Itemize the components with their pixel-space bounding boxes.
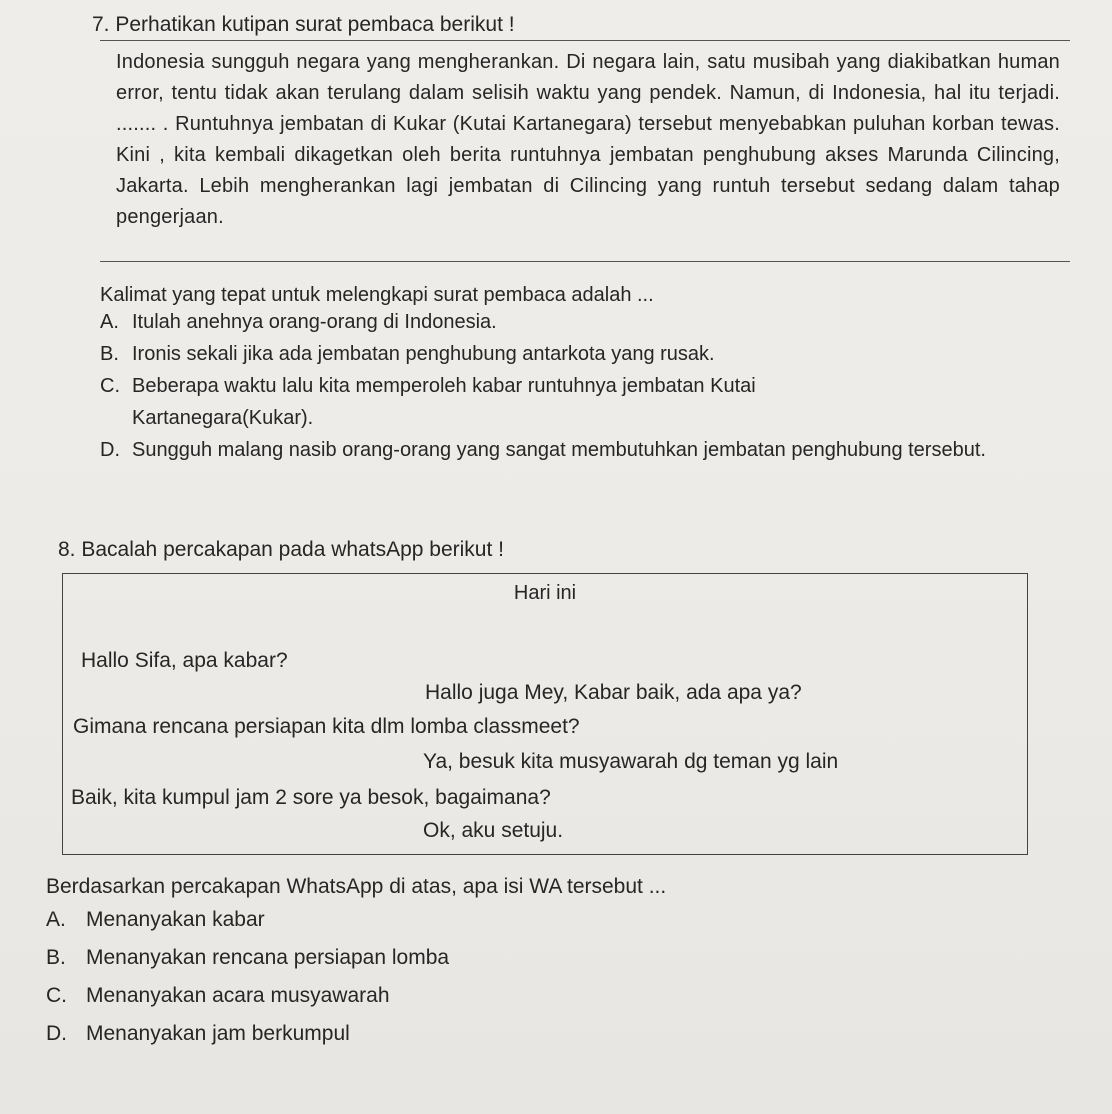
- question-7-option-b[interactable]: [100, 338, 1090, 370]
- option-text: Sungguh malang nasib orang-orang yang sangat membutuhkan jembatan penghubung tersebut.: [132, 439, 986, 461]
- whatsapp-chat-box: [62, 573, 1028, 855]
- option-text: Menanyakan jam berkumpul: [86, 1022, 350, 1045]
- chat-message-right: Hallo juga Mey, Kabar baik, ada apa ya?: [425, 681, 802, 704]
- option-letter: B.: [100, 343, 119, 365]
- reader-letter-excerpt-box: [100, 40, 1070, 262]
- question-7-option-a[interactable]: [100, 306, 1090, 338]
- question-8-option-a[interactable]: [46, 901, 746, 939]
- question-8-option-c[interactable]: [46, 977, 746, 1015]
- option-letter: C.: [100, 375, 120, 397]
- question-8-options: [46, 901, 746, 1053]
- option-text: Menanyakan rencana persiapan lomba: [86, 946, 450, 969]
- question-8-prompt: Berdasarkan percakapan WhatsApp di atas, apa isi WA tersebut ...: [46, 875, 667, 898]
- question-8-option-b[interactable]: [46, 939, 746, 977]
- question-8-option-d[interactable]: [46, 1015, 746, 1053]
- chat-message-left: Gimana rencana persiapan kita dlm lomba classmeet?: [73, 715, 580, 738]
- question-7-prompt: Kalimat yang tepat untuk melengkapi surat pembaca adalah ...: [100, 284, 654, 306]
- option-text: Ironis sekali jika ada jembatan penghubung antarkota yang rusak.: [132, 343, 715, 365]
- option-letter: A.: [46, 908, 66, 931]
- chat-message-right: Ya, besuk kita musyawarah dg teman yg lain: [423, 750, 839, 773]
- option-text: Menanyakan acara musyawarah: [86, 984, 390, 1007]
- option-text: Beberapa waktu lalu kita memperoleh kabar runtuhnya jembatan Kutai Kartanegara(Kukar).: [132, 375, 756, 429]
- option-text: Itulah anehnya orang-orang di Indonesia.: [132, 311, 497, 333]
- option-letter: A.: [100, 311, 119, 333]
- question-7-option-c[interactable]: [100, 370, 892, 434]
- question-8-title: 8. Bacalah percakapan pada whatsApp berikut !: [58, 538, 504, 561]
- chat-date-label: Hari ini: [513, 582, 577, 604]
- chat-message-right: Ok, aku setuju.: [423, 819, 564, 842]
- option-letter: C.: [46, 984, 67, 1007]
- question-7-options: [100, 306, 1090, 466]
- question-7-title: 7. Perhatikan kutipan surat pembaca berikut !: [92, 13, 515, 36]
- option-letter: D.: [46, 1022, 67, 1045]
- option-letter: D.: [100, 439, 120, 461]
- chat-message-left: Hallo Sifa, apa kabar?: [81, 649, 288, 672]
- chat-message-left: Baik, kita kumpul jam 2 sore ya besok, bagaimana?: [71, 786, 551, 809]
- option-text: Menanyakan kabar: [86, 908, 265, 931]
- question-7-option-d[interactable]: [100, 434, 1072, 466]
- option-letter: B.: [46, 946, 66, 969]
- reader-letter-excerpt-text: Indonesia sungguh negara yang mengherankan. Di negara lain, satu musibah yang diakibatkan human error, tentu tidak akan terulang dalam selisih waktu yang pendek. Namun, di Indonesia, hal itu terjadi. ....... . Runtuhnya jembatan di Kukar (Kutai Kartanegara) tersebut menyebabkan puluhan korban tewas. Kini , kita kembali dikagetkan oleh berita runtuhnya jembatan penghubung akses Marunda Cilincing, Jakarta. Lebih mengherankan lagi jembatan di Cilincing yang runtuh tersebut sedang dalam tahap pengerjaan.: [116, 51, 1060, 228]
